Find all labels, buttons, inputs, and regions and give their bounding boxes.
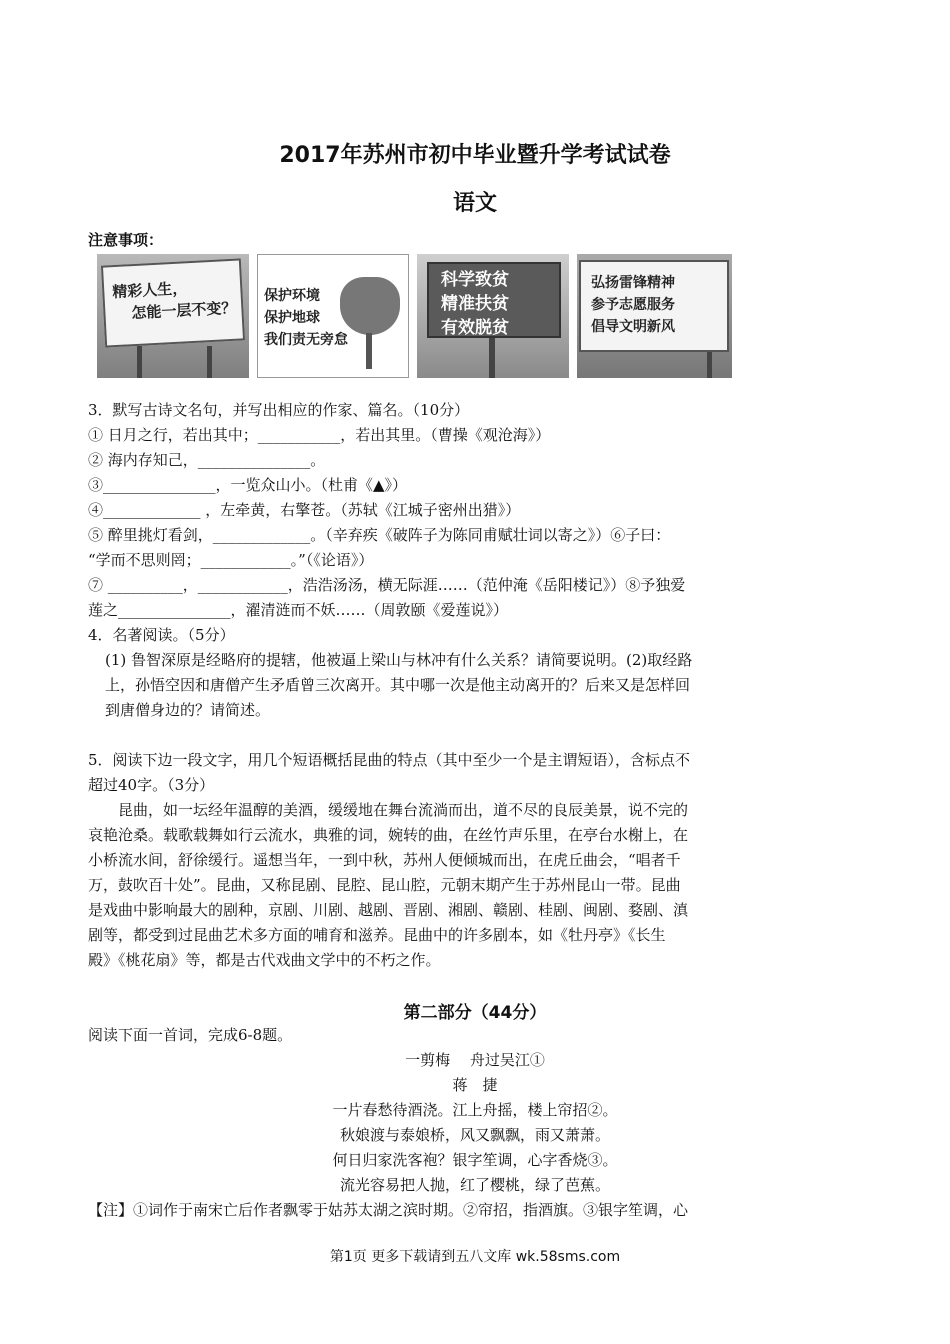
billboard-2-line2: 保护地球 bbox=[264, 310, 320, 326]
q5-paragraph-line: 哀艳沧桑。载歌载舞如行云流水，典雅的词，婉转的曲，在丝竹声乐里，在亭台水榭上，在 bbox=[88, 826, 689, 844]
poem-line: 秋娘渡与泰娘桥，风又飘飘，雨又萧萧。 bbox=[339, 1126, 610, 1144]
q3-line: ⑦ __________，____________，浩浩汤汤，横无际涯……（范仲淹《岳阳楼记》）⑧予独爱 bbox=[88, 576, 686, 594]
billboard-4-sign bbox=[579, 260, 729, 352]
q3-line: ③_______________，一览众山小。（杜甫《▲》） bbox=[88, 476, 408, 494]
q3-line: ② 海内存知己，_______________。 bbox=[88, 451, 326, 469]
billboard-2-line3: 我们责无旁怠 bbox=[264, 332, 348, 348]
part2-intro: 阅读下面一首词，完成6-8题。 bbox=[88, 1026, 293, 1044]
q4-line: 上，孙悟空因和唐僧产生矛盾曾三次离开。其中哪一次是他主动离开的？后来又是怎样回 bbox=[105, 676, 691, 694]
q3-line: ④_____________ ，左牵黄，右擎苍。（苏轼《江城子密州出猎》） bbox=[88, 501, 521, 519]
q5-paragraph-line: 万，鼓吹百十处”。昆曲，又称昆剧、昆腔、昆山腔，元朝末期产生于苏州昆山一带。昆曲 bbox=[88, 876, 681, 894]
billboard-1 bbox=[97, 254, 249, 378]
poem-title: 一剪梅 舟过吴江① bbox=[405, 1051, 545, 1069]
q3-line: “学而不思则罔；____________。”（《论语》） bbox=[88, 551, 374, 569]
billboard-1-pole bbox=[137, 346, 142, 378]
billboard-4 bbox=[577, 254, 732, 378]
billboard-4-pole bbox=[707, 352, 712, 378]
tree-trunk-icon bbox=[366, 333, 372, 369]
billboard-images bbox=[97, 254, 737, 378]
poem-line: 一片春愁待酒浇。江上舟摇，楼上帘招②。 bbox=[332, 1101, 618, 1119]
q5-paragraph-line: 小桥流水间，舒徐缓行。遥想当年，一到中秋，苏州人便倾城而出，在虎丘曲会，“唱者千 bbox=[88, 851, 681, 869]
poem-line: 流光容易把人抛，红了樱桃，绿了芭蕉。 bbox=[339, 1176, 610, 1194]
q4-line: (1) 鲁智深原是经略府的提辖，他被逼上梁山与林冲有什么关系？请简要说明。(2)取经路 bbox=[105, 651, 693, 669]
poem-line: 何日归家洗客袍？银字笙调，心字香烧③。 bbox=[332, 1151, 618, 1169]
billboard-3-line1: 科学致贫 bbox=[441, 270, 509, 290]
q3-line: ① 日月之行，若出其中；___________，若出其里。（曹操《观沧海》） bbox=[88, 426, 551, 444]
q5-line: 5．阅读下边一段文字，用几个短语概括昆曲的特点（其中至少一个是主谓短语），含标点不 bbox=[88, 751, 691, 769]
billboard-2-text bbox=[264, 285, 348, 351]
part2-heading: 第二部分（44分） bbox=[403, 1003, 547, 1023]
poem-author: 蒋 捷 bbox=[452, 1076, 498, 1094]
q4-title: 4．名著阅读。（5分） bbox=[88, 626, 235, 644]
poem-note: 【注】①词作于南宋亡后作者飘零于姑苏太湖之滨时期。②帘招，指酒旗。③银字笙调，心 bbox=[88, 1201, 689, 1219]
billboard-1-line2: 怎能一层不变？ bbox=[131, 298, 237, 323]
billboard-4-line2: 参予志愿服务 bbox=[591, 297, 675, 313]
billboard-3-line3: 有效脱贫 bbox=[441, 318, 509, 338]
billboard-2 bbox=[257, 254, 409, 378]
billboard-1-line1: 精彩人生， bbox=[111, 279, 188, 302]
heart-tree-icon bbox=[340, 277, 400, 335]
q3-line: ⑤ 醉里挑灯看剑，_____________。（辛弃疾《破阵子为陈同甫赋壮词以寄之》）⑥子曰： bbox=[88, 526, 671, 544]
q4-line: 到唐僧身边的？请简述。 bbox=[105, 701, 271, 719]
billboard-3-sign bbox=[427, 262, 561, 338]
billboard-3-pole bbox=[489, 338, 495, 378]
billboard-2-line1: 保护环境 bbox=[264, 288, 320, 304]
q5-paragraph-line: 剧等，都受到过昆曲艺术多方面的哺育和滋养。昆曲中的许多剧本，如《牡丹亭》《长生 bbox=[88, 926, 666, 944]
billboard-1-sign bbox=[101, 258, 245, 347]
page-footer: 第1页 更多下载请到五八文库 wk.58sms.com bbox=[329, 1249, 621, 1265]
q3-title: 3．默写古诗文名句，并写出相应的作家、篇名。（10分） bbox=[88, 401, 470, 419]
billboard-1-pole bbox=[207, 346, 212, 378]
billboard-4-line3: 倡导文明新风 bbox=[591, 319, 675, 335]
billboard-4-line1: 弘扬雷锋精神 bbox=[591, 275, 675, 291]
subject-title: 语文 bbox=[452, 191, 497, 216]
billboard-3 bbox=[417, 254, 569, 378]
q5-paragraph-line: 殿》《桃花扇》等，都是古代戏曲文学中的不朽之作。 bbox=[88, 951, 441, 969]
q3-line: 莲之_______________，濯清涟而不妖……（周敦颐《爱莲说》） bbox=[88, 601, 509, 619]
billboard-3-line2: 精准扶贫 bbox=[441, 294, 509, 314]
notice-heading: 注意事项： bbox=[88, 231, 164, 249]
q5-paragraph-line: 昆曲，如一坛经年温醇的美酒，缓缓地在舞台流淌而出，道不尽的良辰美景，说不完的 bbox=[118, 801, 689, 819]
q5-paragraph-line: 是戏曲中影响最大的剧种，京剧、川剧、越剧、晋剧、湘剧、赣剧、桂剧、闽剧、婺剧、滇 bbox=[88, 901, 689, 919]
q5-line: 超过40字。（3分） bbox=[88, 776, 215, 794]
exam-title: 2017年苏州市初中毕业暨升学考试试卷 bbox=[279, 143, 671, 168]
